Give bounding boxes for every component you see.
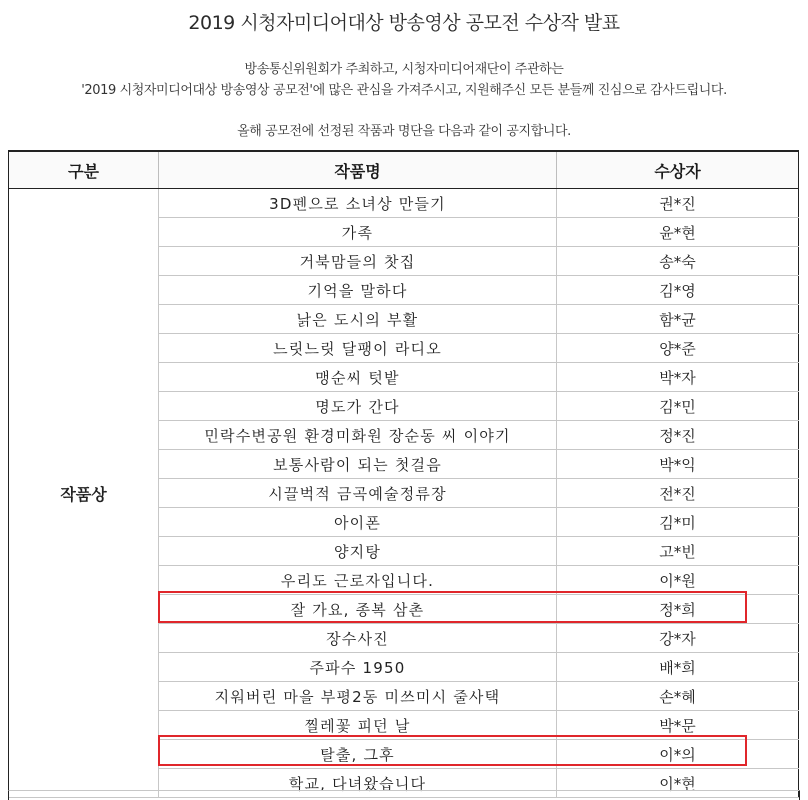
winner-cell: 정*희 bbox=[557, 595, 799, 624]
winner-cell: 손*혜 bbox=[557, 682, 799, 711]
work-title-cell: 시끌벅적 금곡예술정류장 bbox=[159, 479, 557, 508]
work-title-cell: 학교, 다녀왔습니다 bbox=[159, 769, 557, 798]
winner-cell: 함*균 bbox=[557, 305, 799, 334]
work-title-cell: 3D펜으로 소녀상 만들기 bbox=[159, 189, 557, 218]
intro-host-line: 방송통신위원회가 주최하고, 시청자미디어재단이 주관하는 bbox=[244, 62, 564, 77]
winner-cell: 배*희 bbox=[557, 653, 799, 682]
work-title-cell: 양지탕 bbox=[159, 537, 557, 566]
work-title-cell: 가족 bbox=[159, 218, 557, 247]
winner-cell: 이*현 bbox=[557, 769, 799, 798]
winner-cell: 양*준 bbox=[557, 334, 799, 363]
work-title-cell: 찔레꽃 피던 날 bbox=[159, 711, 557, 740]
work-title-cell: 탈출, 그후 bbox=[159, 740, 557, 769]
winner-cell: 김*민 bbox=[557, 392, 799, 421]
work-title-cell: 지워버린 마을 부평2동 미쓰미시 줄사택 bbox=[159, 682, 557, 711]
winner-cell: 윤*현 bbox=[557, 218, 799, 247]
work-title-cell: 민락수변공원 환경미화원 장순동 씨 이야기 bbox=[159, 421, 557, 450]
work-title-cell: 명도가 간다 bbox=[159, 392, 557, 421]
work-title-cell: 아이폰 bbox=[159, 508, 557, 537]
category-cell: 작품상 bbox=[9, 189, 159, 798]
work-title-cell: 잘 가요, 종복 삼촌 bbox=[159, 595, 557, 624]
awards-table bbox=[8, 150, 799, 798]
winner-cell: 이*의 bbox=[557, 740, 799, 769]
table-row bbox=[9, 189, 799, 218]
table-header-row bbox=[9, 151, 799, 189]
work-title-cell: 주파수 1950 bbox=[159, 653, 557, 682]
winner-cell: 권*진 bbox=[557, 189, 799, 218]
work-title-cell: 거북맘들의 찻집 bbox=[159, 247, 557, 276]
winner-cell: 김*미 bbox=[557, 508, 799, 537]
intro-thanks-line: '2019 시청자미디어대상 방송영상 공모전'에 많은 관심을 가져주시고, 지원해주신 모든 분들께 진심으로 감사드립니다. bbox=[81, 83, 727, 98]
winner-cell: 박*문 bbox=[557, 711, 799, 740]
winner-cell: 박*자 bbox=[557, 363, 799, 392]
winner-cell: 송*숙 bbox=[557, 247, 799, 276]
work-title-cell: 기억을 말하다 bbox=[159, 276, 557, 305]
work-title-cell: 맹순씨 텃밭 bbox=[159, 363, 557, 392]
page-title: 2019 시청자미디어대상 방송영상 공모전 수상작 발표 bbox=[188, 12, 620, 34]
winner-cell: 정*진 bbox=[557, 421, 799, 450]
winner-cell: 고*빈 bbox=[557, 537, 799, 566]
work-title-cell: 느릿느릿 달팽이 라디오 bbox=[159, 334, 557, 363]
awards-table-body bbox=[9, 189, 799, 798]
winner-cell: 김*영 bbox=[557, 276, 799, 305]
work-title-cell: 보통사람이 되는 첫걸음 bbox=[159, 450, 557, 479]
header-winner: 수상자 bbox=[557, 151, 799, 189]
header-work: 작품명 bbox=[159, 151, 557, 189]
header-category: 구분 bbox=[9, 151, 159, 189]
work-title-cell: 장수사진 bbox=[159, 624, 557, 653]
winner-cell: 박*익 bbox=[557, 450, 799, 479]
winner-cell: 전*진 bbox=[557, 479, 799, 508]
winner-cell: 이*원 bbox=[557, 566, 799, 595]
winner-cell: 강*자 bbox=[557, 624, 799, 653]
work-title-cell: 우리도 근로자입니다. bbox=[159, 566, 557, 595]
intro-notice-line: 올해 공모전에 선정된 작품과 명단을 다음과 같이 공지합니다. bbox=[237, 124, 571, 139]
work-title-cell: 낡은 도시의 부활 bbox=[159, 305, 557, 334]
